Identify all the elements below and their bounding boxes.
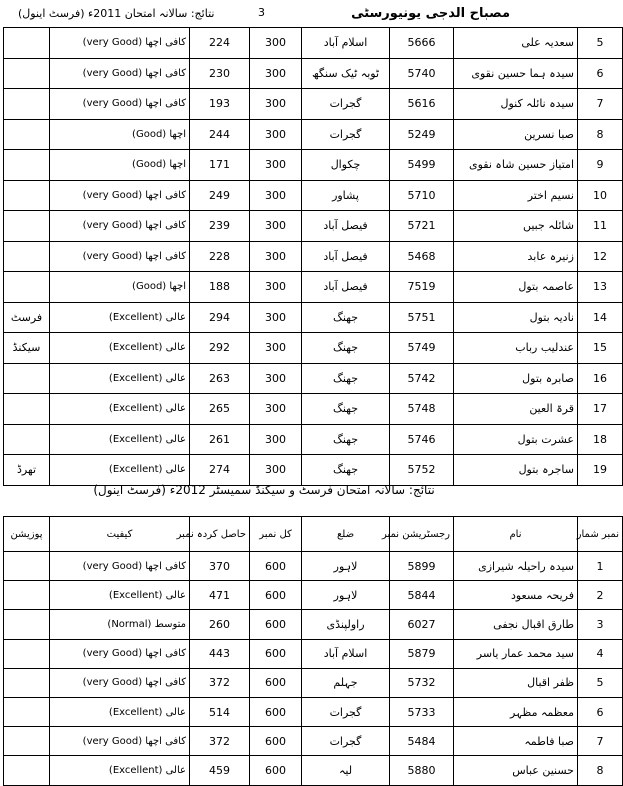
cell-sr: 1	[578, 552, 623, 581]
table-row	[4, 581, 623, 610]
cell-name: شائلہ جبیں	[454, 211, 578, 242]
cell-sr: 7	[578, 89, 623, 120]
cell-sr: 6	[578, 697, 623, 726]
cell-reg: 5751	[390, 302, 454, 333]
cell-name: ساجرہ بتول	[454, 455, 578, 486]
cell-name: عاصمہ بتول	[454, 272, 578, 303]
cell-position	[4, 756, 50, 785]
cell-district: جھنگ	[302, 333, 390, 364]
cell-district: گجرات	[302, 89, 390, 120]
cell-total: 300	[250, 89, 302, 120]
cell-district: اسلام آباد	[302, 28, 390, 59]
cell-obtained: 260	[190, 610, 250, 639]
cell-total: 300	[250, 363, 302, 394]
cell-obtained: 249	[190, 180, 250, 211]
cell-reg: 5468	[390, 241, 454, 272]
cell-district: گجرات	[302, 697, 390, 726]
cell-district: لاہور	[302, 581, 390, 610]
cell-obtained: 443	[190, 639, 250, 668]
cell-obtained: 265	[190, 394, 250, 425]
cell-total: 300	[250, 424, 302, 455]
results-table-2011	[3, 27, 623, 486]
cell-position	[4, 639, 50, 668]
table-row	[4, 455, 623, 486]
cell-sr: 19	[578, 455, 623, 486]
header-reg: رجسٹریشن نمبر	[390, 517, 454, 552]
cell-remarks: کافی اچھا (very Good)	[50, 180, 190, 211]
table-row	[4, 610, 623, 639]
table-row	[4, 668, 623, 697]
cell-total: 300	[250, 455, 302, 486]
cell-total: 600	[250, 552, 302, 581]
header-remarks: کیفیت	[50, 517, 190, 552]
cell-district: لاہور	[302, 552, 390, 581]
cell-sr: 11	[578, 211, 623, 242]
cell-position	[4, 610, 50, 639]
cell-sr: 8	[578, 756, 623, 785]
cell-reg: 5484	[390, 727, 454, 756]
cell-obtained: 224	[190, 28, 250, 59]
cell-remarks: کافی اچھا (very Good)	[50, 241, 190, 272]
university-name: مصباح الدجی یونیورسٹی	[351, 6, 510, 21]
cell-remarks: کافی اچھا (very Good)	[50, 211, 190, 242]
cell-obtained: 228	[190, 241, 250, 272]
cell-position	[4, 180, 50, 211]
page-header	[0, 6, 528, 26]
table-row	[4, 394, 623, 425]
cell-district: گجرات	[302, 727, 390, 756]
cell-remarks: کافی اچھا (very Good)	[50, 639, 190, 668]
cell-remarks: اچھا (Good)	[50, 119, 190, 150]
cell-name: سیدہ راحیلہ شیرازی	[454, 552, 578, 581]
cell-total: 300	[250, 28, 302, 59]
table-row	[4, 363, 623, 394]
cell-total: 600	[250, 581, 302, 610]
cell-reg: 5880	[390, 756, 454, 785]
cell-total: 300	[250, 180, 302, 211]
cell-sr: 8	[578, 119, 623, 150]
cell-district: جھنگ	[302, 302, 390, 333]
table-row	[4, 552, 623, 581]
cell-remarks: کافی اچھا (very Good)	[50, 28, 190, 59]
cell-remarks: عالی (Excellent)	[50, 581, 190, 610]
cell-sr: 10	[578, 180, 623, 211]
cell-position	[4, 150, 50, 181]
cell-obtained: 514	[190, 697, 250, 726]
cell-reg: 5844	[390, 581, 454, 610]
cell-position	[4, 581, 50, 610]
cell-district: لیہ	[302, 756, 390, 785]
cell-position	[4, 697, 50, 726]
cell-name: سیدہ ہما حسین نقوی	[454, 58, 578, 89]
cell-sr: 14	[578, 302, 623, 333]
cell-sr: 13	[578, 272, 623, 303]
cell-remarks: عالی (Excellent)	[50, 333, 190, 364]
table-row	[4, 639, 623, 668]
cell-total: 300	[250, 119, 302, 150]
cell-name: حسنین عباس	[454, 756, 578, 785]
cell-reg: 5666	[390, 28, 454, 59]
cell-obtained: 370	[190, 552, 250, 581]
cell-remarks: کافی اچھا (very Good)	[50, 58, 190, 89]
cell-obtained: 459	[190, 756, 250, 785]
cell-remarks: عالی (Excellent)	[50, 697, 190, 726]
cell-reg: 5499	[390, 150, 454, 181]
cell-name: ظفر اقبال	[454, 668, 578, 697]
cell-position	[4, 119, 50, 150]
table-row	[4, 150, 623, 181]
cell-sr: 12	[578, 241, 623, 272]
cell-name: قرۃ العین	[454, 394, 578, 425]
cell-remarks: متوسط (Normal)	[50, 610, 190, 639]
cell-reg: 5746	[390, 424, 454, 455]
cell-district: جھنگ	[302, 424, 390, 455]
table-row	[4, 333, 623, 364]
header-total: کل نمبر	[250, 517, 302, 552]
cell-sr: 6	[578, 58, 623, 89]
cell-district: جھنگ	[302, 394, 390, 425]
cell-obtained: 261	[190, 424, 250, 455]
cell-reg: 5879	[390, 639, 454, 668]
cell-sr: 9	[578, 150, 623, 181]
cell-total: 300	[250, 241, 302, 272]
cell-obtained: 171	[190, 150, 250, 181]
cell-name: زنیرہ عابد	[454, 241, 578, 272]
table-row	[4, 211, 623, 242]
cell-reg: 5740	[390, 58, 454, 89]
cell-reg: 5733	[390, 697, 454, 726]
cell-total: 300	[250, 333, 302, 364]
cell-name: صبا فاطمہ	[454, 727, 578, 756]
cell-name: سید محمد عمار یاسر	[454, 639, 578, 668]
table-row	[4, 302, 623, 333]
cell-name: سعدیہ علی	[454, 28, 578, 59]
cell-obtained: 239	[190, 211, 250, 242]
table-row	[4, 119, 623, 150]
cell-total: 600	[250, 668, 302, 697]
cell-position	[4, 668, 50, 697]
cell-position	[4, 394, 50, 425]
cell-total: 300	[250, 394, 302, 425]
cell-remarks: عالی (Excellent)	[50, 424, 190, 455]
table-row	[4, 241, 623, 272]
cell-obtained: 294	[190, 302, 250, 333]
cell-sr: 2	[578, 581, 623, 610]
cell-position	[4, 424, 50, 455]
cell-position	[4, 363, 50, 394]
cell-name: طارق اقبال نجفی	[454, 610, 578, 639]
header-position: پوزیشن	[4, 517, 50, 552]
cell-position	[4, 272, 50, 303]
cell-sr: 7	[578, 727, 623, 756]
cell-name: امتیاز حسین شاہ نقوی	[454, 150, 578, 181]
cell-reg: 6027	[390, 610, 454, 639]
cell-obtained: 230	[190, 58, 250, 89]
cell-obtained: 244	[190, 119, 250, 150]
cell-name: سیدہ نائلہ کنول	[454, 89, 578, 120]
cell-remarks: کافی اچھا (very Good)	[50, 89, 190, 120]
cell-remarks: عالی (Excellent)	[50, 302, 190, 333]
cell-district: چکوال	[302, 150, 390, 181]
cell-reg: 5249	[390, 119, 454, 150]
cell-obtained: 274	[190, 455, 250, 486]
cell-district: گجرات	[302, 119, 390, 150]
cell-position	[4, 241, 50, 272]
cell-position: فرسٹ	[4, 302, 50, 333]
result-title: نتائج: سالانہ امتحان 2011ء (فرسٹ اینول)	[18, 7, 215, 20]
cell-name: معظمہ مظہر	[454, 697, 578, 726]
cell-remarks: عالی (Excellent)	[50, 455, 190, 486]
header-district: ضلع	[302, 517, 390, 552]
table-row	[4, 180, 623, 211]
cell-obtained: 188	[190, 272, 250, 303]
cell-total: 600	[250, 727, 302, 756]
cell-remarks: کافی اچھا (very Good)	[50, 552, 190, 581]
cell-position	[4, 58, 50, 89]
cell-total: 300	[250, 150, 302, 181]
cell-sr: 3	[578, 610, 623, 639]
cell-position	[4, 28, 50, 59]
cell-reg: 5899	[390, 552, 454, 581]
cell-total: 600	[250, 610, 302, 639]
table-row	[4, 424, 623, 455]
cell-district: جھنگ	[302, 455, 390, 486]
cell-name: نسیم اختر	[454, 180, 578, 211]
cell-name: صبا نسرین	[454, 119, 578, 150]
cell-position	[4, 211, 50, 242]
cell-position	[4, 89, 50, 120]
cell-remarks: کافی اچھا (very Good)	[50, 668, 190, 697]
cell-district: ٹوبہ ٹیک سنگھ	[302, 58, 390, 89]
cell-remarks: کافی اچھا (very Good)	[50, 727, 190, 756]
cell-district: فیصل آباد	[302, 211, 390, 242]
cell-total: 300	[250, 58, 302, 89]
cell-district: جھنگ	[302, 363, 390, 394]
cell-remarks: اچھا (Good)	[50, 272, 190, 303]
cell-name: نادیہ بتول	[454, 302, 578, 333]
cell-total: 600	[250, 697, 302, 726]
cell-position	[4, 727, 50, 756]
cell-obtained: 292	[190, 333, 250, 364]
cell-remarks: عالی (Excellent)	[50, 756, 190, 785]
cell-sr: 5	[578, 668, 623, 697]
cell-name: عندلیب رباب	[454, 333, 578, 364]
table-row	[4, 272, 623, 303]
cell-remarks: عالی (Excellent)	[50, 363, 190, 394]
cell-reg: 7519	[390, 272, 454, 303]
cell-position: تھرڈ	[4, 455, 50, 486]
section2-title: نتائج: سالانہ امتحان فرسٹ و سیکنڈ سمیسٹر 2012ء (فرسٹ اینول)	[93, 483, 435, 497]
cell-district: فیصل آباد	[302, 241, 390, 272]
cell-district: راولپنڈی	[302, 610, 390, 639]
cell-position	[4, 552, 50, 581]
table-row	[4, 28, 623, 59]
table-row	[4, 727, 623, 756]
cell-reg: 5742	[390, 363, 454, 394]
page-number: 3	[258, 6, 265, 19]
cell-reg: 5752	[390, 455, 454, 486]
cell-sr: 16	[578, 363, 623, 394]
cell-name: صابرہ بتول	[454, 363, 578, 394]
cell-sr: 17	[578, 394, 623, 425]
table-row	[4, 756, 623, 785]
cell-district: جہلم	[302, 668, 390, 697]
table-header-row	[4, 517, 623, 552]
cell-reg: 5616	[390, 89, 454, 120]
cell-district: فیصل آباد	[302, 272, 390, 303]
cell-obtained: 372	[190, 727, 250, 756]
cell-total: 600	[250, 756, 302, 785]
cell-obtained: 193	[190, 89, 250, 120]
header-obtained: حاصل کردہ نمبر	[190, 517, 250, 552]
cell-obtained: 372	[190, 668, 250, 697]
cell-remarks: عالی (Excellent)	[50, 394, 190, 425]
cell-position: سیکنڈ	[4, 333, 50, 364]
cell-sr: 5	[578, 28, 623, 59]
cell-remarks: اچھا (Good)	[50, 150, 190, 181]
cell-name: فریحہ مسعود	[454, 581, 578, 610]
cell-district: اسلام آباد	[302, 639, 390, 668]
header-sr: نمبر شمار	[578, 517, 623, 552]
table-row	[4, 58, 623, 89]
cell-reg: 5749	[390, 333, 454, 364]
results-table-2012	[3, 516, 623, 786]
table-row	[4, 697, 623, 726]
cell-sr: 15	[578, 333, 623, 364]
cell-reg: 5732	[390, 668, 454, 697]
cell-total: 300	[250, 272, 302, 303]
cell-reg: 5710	[390, 180, 454, 211]
cell-total: 300	[250, 302, 302, 333]
cell-sr: 18	[578, 424, 623, 455]
table-row	[4, 89, 623, 120]
cell-obtained: 471	[190, 581, 250, 610]
cell-reg: 5721	[390, 211, 454, 242]
header-name: نام	[454, 517, 578, 552]
cell-obtained: 263	[190, 363, 250, 394]
cell-total: 300	[250, 211, 302, 242]
cell-total: 600	[250, 639, 302, 668]
cell-sr: 4	[578, 639, 623, 668]
cell-reg: 5748	[390, 394, 454, 425]
cell-district: پشاور	[302, 180, 390, 211]
cell-name: عشرت بتول	[454, 424, 578, 455]
